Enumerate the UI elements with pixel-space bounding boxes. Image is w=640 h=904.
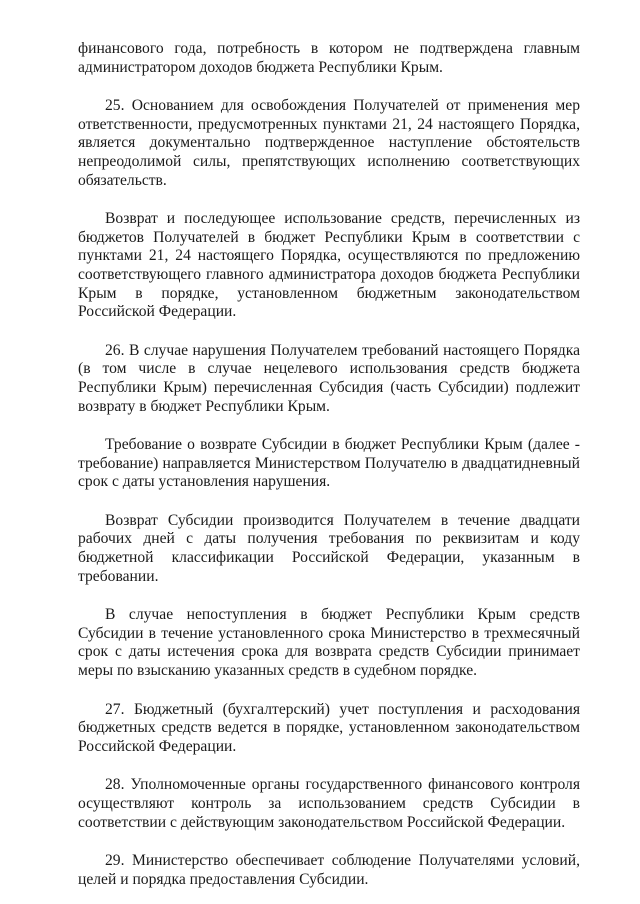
paragraph-clause-29: 29. Министерство обеспечивает соблюдение Получателями условий, целей и порядка предоставления Субсидии.: [78, 852, 580, 888]
paragraph-continuation: финансового года, потребность в котором не подтверждена главным администратором доходов бюджета Республики Крым.: [78, 40, 580, 76]
paragraph-refund-requirement: Требование о возврате Субсидии в бюджет Республики Крым (далее - требование) направляется Министерством Получателю в двадцатидневный срок с даты установления нарушения.: [78, 436, 580, 491]
paragraph-clause-27: 27. Бюджетный (бухгалтерский) учет поступления и расходования бюджетных средств ведется в порядке, установленном законодательством Российской Федерации.: [78, 700, 580, 755]
paragraph-refund-usage: Возврат и последующее использование средств, перечисленных из бюджетов Получателей в бюджет Республики Крым в соответствии с пунктами 21, 24 настоящего Порядка, осуществляются по предложению соответствующего главного администратора доходов бюджета Республики Крым в порядке, установленном бюджетным законодательством Российской Федерации.: [78, 210, 580, 321]
paragraph-clause-26: 26. В случае нарушения Получателем требований настоящего Порядка (в том числе в случае нецелевого использования средств бюджета Республики Крым) перечисленная Субсидия (часть Субсидии) подлежит возврату в бюджет Республики Крым.: [78, 341, 580, 415]
paragraph-refund-procedure: Возврат Субсидии производится Получателем в течение двадцати рабочих дней с даты получения требования по реквизитам и коду бюджетной классификации Российской Федерации, указанным в требовании.: [78, 511, 580, 585]
paragraph-non-receipt: В случае непоступления в бюджет Республики Крым средств Субсидии в течение установленного срока Министерство в трехмесячный срок с даты истечения срока для возврата средств Субсидии принимает меры по взысканию указанных средств в судебном порядке.: [78, 606, 580, 680]
paragraph-clause-28: 28. Уполномоченные органы государственного финансового контроля осуществляют контроль за использованием средств Субсидии в соответствии с действующим законодательством Российской Федерации.: [78, 776, 580, 831]
paragraph-clause-25: 25. Основанием для освобождения Получателей от применения мер ответственности, предусмотренных пунктами 21, 24 настоящего Порядка, является документально подтвержденное наступление обстоятельств непреодолимой силы, препятствующих исполнению соответствующих обязательств.: [78, 97, 580, 189]
